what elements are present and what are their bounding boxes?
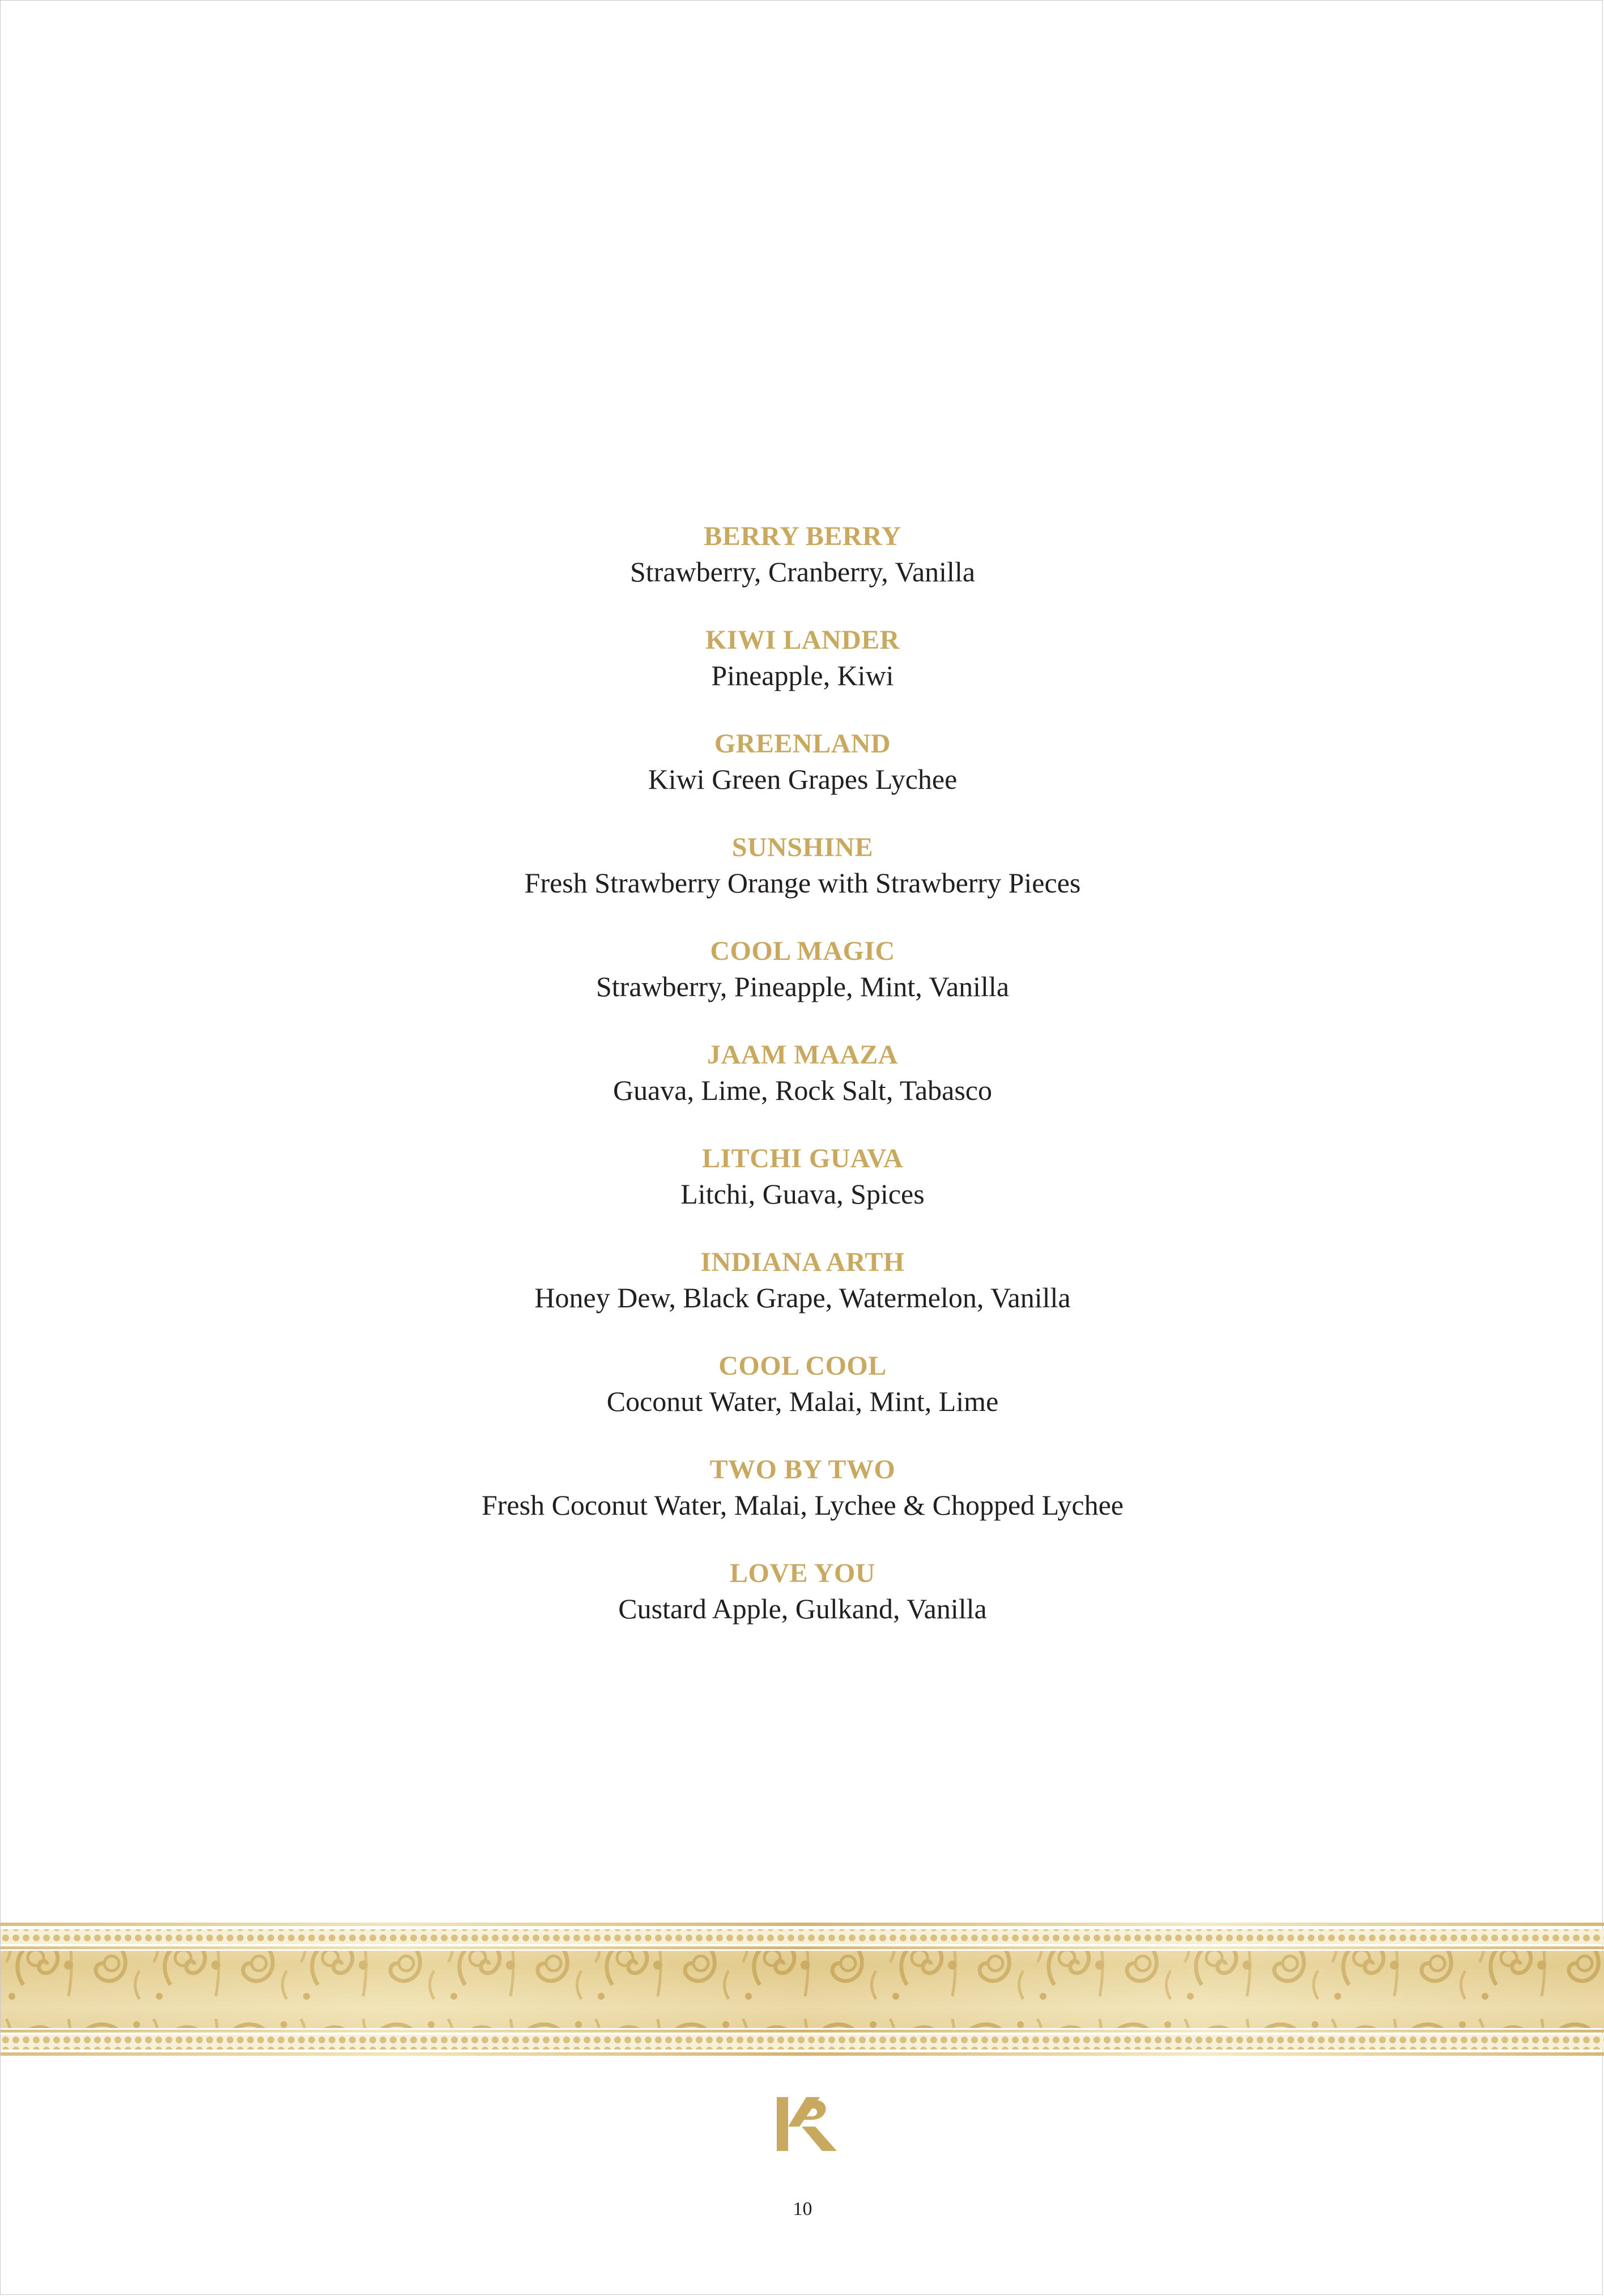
menu-item: [1, 726, 1604, 830]
menu-item-description: Strawberry, Cranberry, Vanilla: [629, 556, 976, 588]
menu-item: [1, 830, 1604, 934]
menu-item: [1, 1349, 1604, 1452]
menu-item-name: JAAM MAAZA: [707, 1040, 898, 1070]
menu-item-description: Coconut Water, Malai, Mint, Lime: [606, 1385, 999, 1417]
menu-item-name: GREENLAND: [714, 729, 891, 759]
menu-item: [1, 1556, 1604, 1660]
menu-item-description: Fresh Coconut Water, Malai, Lychee & Chopped Lychee: [481, 1489, 1124, 1521]
menu-item-name: COOL MAGIC: [710, 936, 895, 966]
kr-logo: [777, 2097, 839, 2151]
menu-item-name: BERRY BERRY: [704, 521, 901, 551]
menu-item-description: Fresh Strawberry Orange with Strawberry Pieces: [524, 867, 1081, 899]
menu-item: [1, 1245, 1604, 1349]
menu-item-description: Custard Apple, Gulkand, Vanilla: [618, 1593, 987, 1625]
menu-item-name: SUNSHINE: [731, 832, 874, 862]
decorative-border-band: [1, 1923, 1604, 2056]
menu-item: [1, 1452, 1604, 1556]
menu-item-name: KIWI LANDER: [705, 625, 900, 655]
menu-item: [1, 519, 1604, 623]
menu-item-description: Strawberry, Pineapple, Mint, Vanilla: [595, 971, 1010, 1002]
menu-item-name: INDIANA ARTH: [700, 1247, 905, 1277]
menu-item-description: Honey Dew, Black Grape, Watermelon, Vanilla: [534, 1282, 1071, 1313]
menu-item-description: Guava, Lime, Rock Salt, Tabasco: [612, 1074, 993, 1106]
menu-item-name: TWO BY TWO: [709, 1455, 896, 1485]
menu-item: [1, 934, 1604, 1038]
menu-item: [1, 1038, 1604, 1141]
menu-item-name: COOL COOL: [718, 1351, 887, 1381]
page-number: 10: [793, 2199, 812, 2220]
menu-list: [1, 519, 1604, 1660]
menu-item-name: LITCHI GUAVA: [701, 1143, 903, 1173]
menu-item-description: Pineapple, Kiwi: [711, 660, 894, 691]
menu-item: [1, 623, 1604, 726]
menu-item-name: LOVE YOU: [730, 1558, 875, 1588]
menu-item-description: Kiwi Green Grapes Lychee: [648, 763, 958, 795]
menu-item-description: Litchi, Guava, Spices: [680, 1178, 925, 1210]
menu-item: [1, 1141, 1604, 1245]
